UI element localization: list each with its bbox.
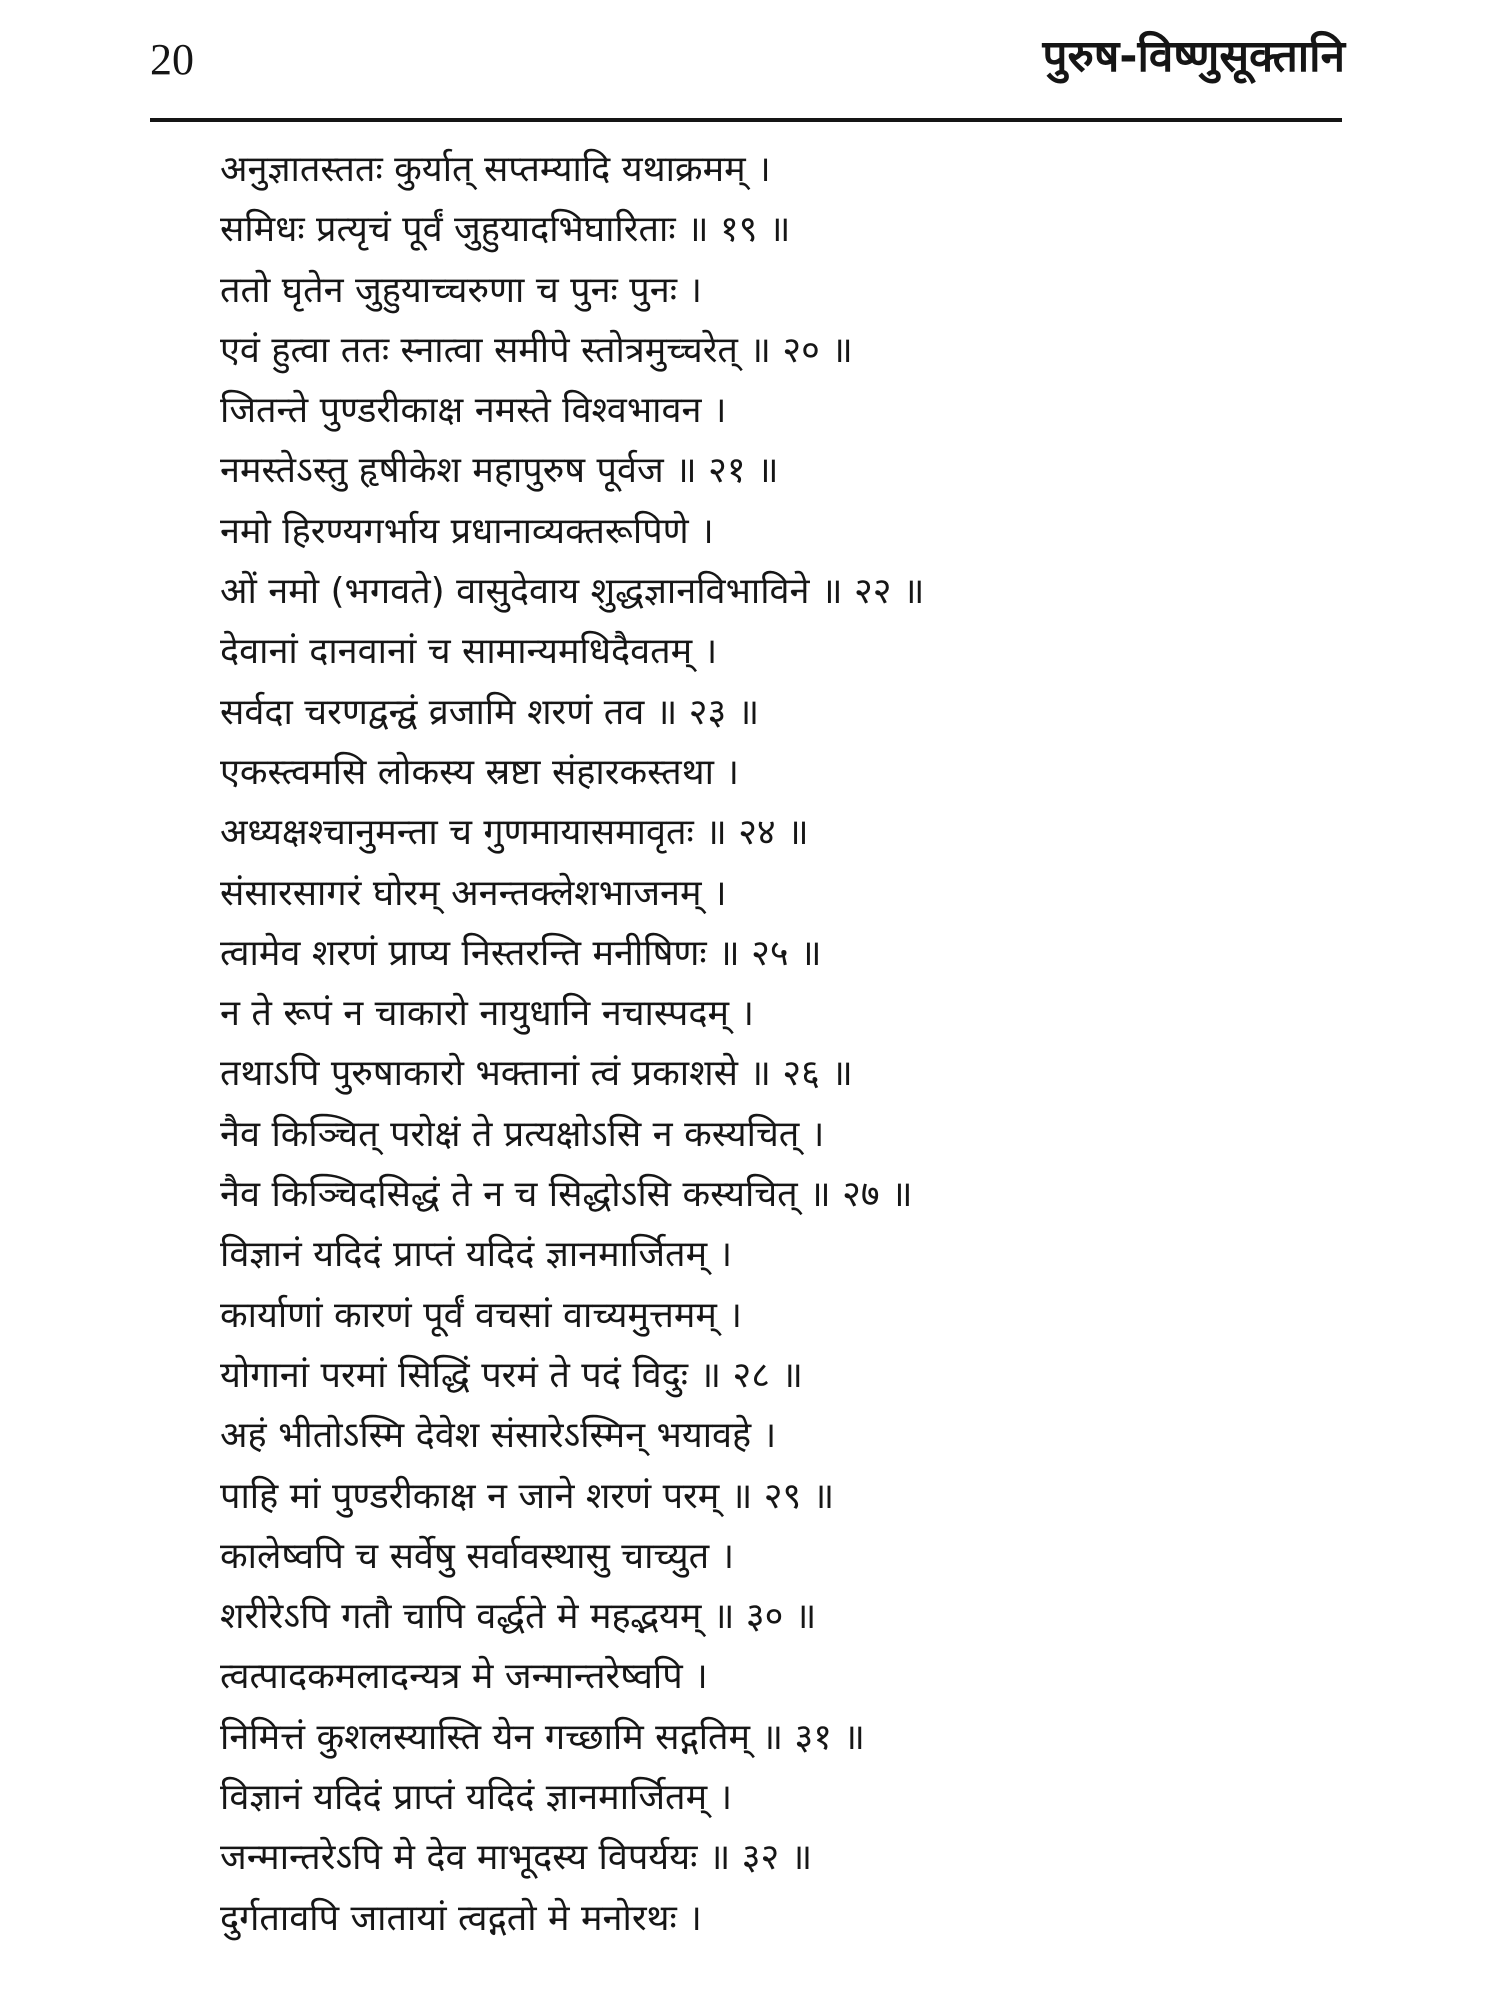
header-rule [150, 118, 1342, 122]
verse-line: ततो घृतेन जुहुयाच्चरुणा च पुनः पुनः । [220, 269, 703, 311]
verse-line: समिधः प्रत्यृचं पूर्वं जुहुयादभिघारिताः ॥ १९ ॥ [220, 209, 791, 251]
verse-line: न ते रूपं न चाकारो नायुधानि नचास्पदम् । [220, 993, 755, 1035]
verse-line: ओं नमो (भगवते) वासुदेवाय शुद्धज्ञानविभाविने ॥ २२ ॥ [220, 571, 925, 613]
verse-line: पाहि मां पुण्डरीकाक्ष न जाने शरणं परम् ॥ २९ ॥ [220, 1475, 835, 1517]
verse-line: नमस्तेऽस्तु हृषीकेश महापुरुष पूर्वज ॥ २१ ॥ [220, 450, 779, 492]
verse-line: अहं भीतोऽस्मि देवेश संसारेऽस्मिन् भयावहे । [220, 1415, 777, 1457]
verse-line: दुर्गतावपि जातायां त्वद्गतो मे मनोरथः । [220, 1897, 702, 1939]
verse-line: एवं हुत्वा ततः स्नात्वा समीपे स्तोत्रमुच्चरेत् ॥ २० ॥ [220, 329, 853, 371]
verse-line: नैव किञ्चित् परोक्षं ते प्रत्यक्षोऽसि न कस्यचित् । [220, 1113, 825, 1155]
verse-line: संसारसागरं घोरम् अनन्तक्लेशभाजनम् । [220, 872, 727, 914]
verse-block [220, 140, 1400, 1949]
verse-line: सर्वदा चरणद्वन्द्वं व्रजामि शरणं तव ॥ २३ ॥ [220, 691, 760, 733]
verse-line: तथाऽपि पुरुषाकारो भक्तानां त्वं प्रकाशसे ॥ २६ ॥ [220, 1053, 853, 1095]
verse-line: नैव किञ्चिदसिद्धं ते न च सिद्धोऽसि कस्यचित् ॥ २७ ॥ [220, 1174, 913, 1216]
verse-line: त्वत्पादकमलादन्यत्र मे जन्मान्तरेष्वपि । [220, 1656, 708, 1698]
verse-line: शरीरेऽपि गतौ चापि वर्द्धते मे महद्भयम् ॥ ३० ॥ [220, 1596, 817, 1638]
verse-line: विज्ञानं यदिदं प्राप्तं यदिदं ज्ञानमार्जितम् । [220, 1234, 733, 1276]
running-title: पुरुष-विष्णुसूक्तानि [1042, 31, 1345, 82]
verse-line: नमो हिरण्यगर्भाय प्रधानाव्यक्तरूपिणे । [220, 510, 714, 552]
verse-line: कालेष्वपि च सर्वेषु सर्वावस्थासु चाच्युत । [220, 1535, 735, 1577]
verse-line: एकस्त्वमसि लोकस्य स्रष्टा संहारकस्तथा । [220, 751, 740, 793]
page-number: 20 [150, 35, 194, 84]
verse-line: अध्यक्षश्चानुमन्ता च गुणमायासमावृतः ॥ २४ ॥ [220, 812, 809, 854]
verse-line: त्वामेव शरणं प्राप्य निस्तरन्ति मनीषिणः ॥ २५ ॥ [220, 932, 822, 974]
verse-line: जितन्ते पुण्डरीकाक्ष नमस्ते विश्वभावन । [220, 390, 727, 432]
verse-line: अनुज्ञातस्ततः कुर्यात् सप्तम्यादि यथाक्रमम् । [220, 149, 771, 190]
verse-line: देवानां दानवानां च सामान्यमधिदैवतम् । [220, 631, 718, 673]
verse-line: योगानां परमां सिद्धिं परमं ते पदं विदुः ॥ २८ ॥ [220, 1354, 803, 1396]
verse-line: विज्ञानं यदिदं प्राप्तं यदिदं ज्ञानमार्जितम् । [220, 1777, 733, 1819]
verse-line: निमित्तं कुशलस्यास्ति येन गच्छामि सद्गतिम् ॥ ३१ ॥ [220, 1716, 865, 1758]
verse-line: कार्याणां कारणं पूर्वं वचसां वाच्यमुत्तमम् । [220, 1294, 743, 1336]
verse-line: जन्मान्तरेऽपि मे देव माभूदस्य विपर्ययः ॥ ३२ ॥ [220, 1837, 813, 1879]
